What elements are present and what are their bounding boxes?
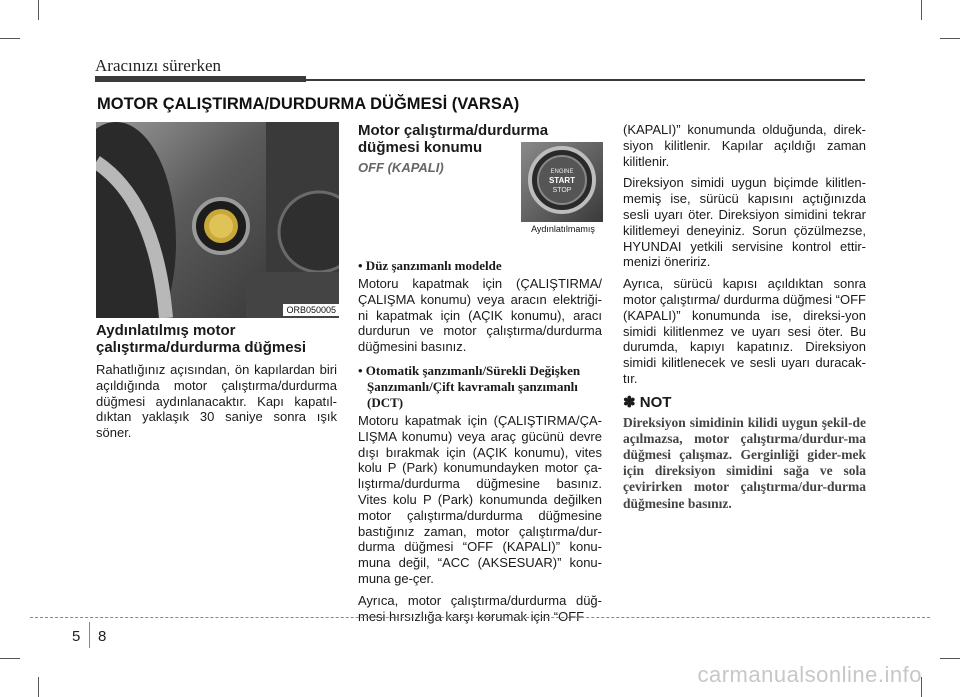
steering-wheel-photo bbox=[96, 122, 339, 318]
button-label: ENGINE bbox=[550, 169, 574, 175]
crop-mark bbox=[940, 38, 960, 39]
paragraph: Ayrıca, motor çalıştırma/durdurma düğ-mesi hırsızlığa karşı korumak için “OFF bbox=[358, 592, 602, 624]
heading-line: Motor çalıştırma/durdurma bbox=[358, 122, 549, 139]
crop-mark bbox=[940, 658, 960, 659]
subheading: OFF (KAPALI) bbox=[358, 160, 444, 175]
note-body: Direksiyon simidinin kilidi uygun şekil-de açılmazsa, motor çalıştırma/durdur-ma düğmesi çalışmaz. Gerginliği gider-mek için direksiyon simidini sağa ve sola çevirirken motor çalıştırma/dur-durma düğmesine basınız. bbox=[623, 414, 866, 511]
page-number-separator bbox=[89, 622, 90, 648]
bullet-heading bbox=[358, 363, 602, 411]
crop-mark bbox=[38, 0, 39, 20]
section-title: MOTOR ÇALIŞTIRMA/DURDURMA DÜĞMESİ (VARSA) bbox=[97, 95, 520, 113]
start-stop-button-illustration bbox=[521, 142, 603, 222]
header-rule bbox=[306, 79, 865, 81]
chapter-number: 5 bbox=[72, 628, 81, 645]
paragraph: Direksiyon simidi uygun biçimde kilitlen-memiş ise, sürücü kapısını açtığınızda sesli uyarı öter. Direksiyon simidini tekrar kilitlemeyi deneyiniz. Sorun çözülmezse, HYUNDAI yetkili servisine kontrol ettir-menizi öneririz. bbox=[623, 175, 866, 270]
heading-line: düğmesi konumu bbox=[358, 139, 483, 156]
footer-rule bbox=[30, 617, 930, 618]
paragraph: Motoru kapatmak için (ÇALIŞTIRMA/ÇA-LIŞMA konumu) veya araç gücünü devre dışı bırakmak için (AÇIK konumu), vites kolu P (Park) konumundayken motor ça-lıştırma/durdurma düğmesine basınız. Vites kolu P (Park) konumunda değilken motor çalıştırma/durdurma düğmesine bastığınız zaman, motor çalıştırma/dur-durma düğmesi “OFF (KAPALI)” konu-muna değil, “ACC (AKSESUAR)” konu-muna ge-çer. bbox=[358, 412, 602, 586]
bullet-line: • Otomatik şanzımanlı/Sürekli Değişken bbox=[358, 362, 581, 378]
paragraph: Rahatlığınız açısından, ön kapılardan biri açıldığında motor çalıştırma/durdurma düğmesi aydınlanacaktır. Kapı kapatıl-dıktan yaklaşık 30 saniye sonra ışık söner. bbox=[96, 362, 337, 441]
steering-wheel-illustration bbox=[96, 122, 339, 318]
bullet-line: (DCT) bbox=[367, 394, 404, 410]
bullet-line: Şanzımanlı/Çift kavramalı şanzımanlı bbox=[367, 378, 578, 394]
figure-caption: ORB050005 bbox=[283, 304, 339, 316]
watermark: carmanualsonline.info bbox=[697, 662, 922, 687]
heading-line: çalıştırma/durdurma düğmesi bbox=[96, 339, 307, 356]
button-label: START bbox=[548, 176, 576, 185]
running-header: Aracınızı sürerken bbox=[95, 56, 222, 75]
note-title: ✽ NOT bbox=[623, 393, 672, 411]
paragraph: (KAPALI)” konumunda olduğunda, direk-siyon kilitlenir. Kapılar açıldığı zaman kilitlenir. bbox=[623, 122, 866, 169]
crop-mark bbox=[921, 0, 922, 20]
header-rule bbox=[95, 76, 306, 82]
crop-mark bbox=[38, 677, 39, 697]
start-button-photo bbox=[521, 142, 603, 222]
heading-line: Aydınlatılmış motor bbox=[96, 322, 236, 339]
right-column bbox=[623, 122, 866, 518]
left-column bbox=[96, 322, 337, 447]
figure-caption: Aydınlatılmamış bbox=[521, 223, 605, 235]
crop-mark bbox=[0, 658, 20, 659]
bullet-heading: • Düz şanzımanlı modelde bbox=[358, 258, 502, 273]
subsection-heading bbox=[96, 322, 337, 356]
page-number: 8 bbox=[98, 628, 107, 645]
middle-column-body bbox=[358, 258, 602, 630]
paragraph: Motoru kapatmak için (ÇALIŞTIRMA/ ÇALIŞMA konumu) veya aracın elektriği-ni kapatmak için (AÇIK konumu), aracı durdurun ve motor çalıştırma/durdurma düğmesini basınız. bbox=[358, 276, 602, 355]
crop-mark bbox=[0, 38, 20, 39]
button-label: STOP bbox=[552, 187, 572, 194]
paragraph: Ayrıca, sürücü kapısı açıldıktan sonra motor çalıştırma/ durdurma düğmesi “OFF (KAPALI)” konumunda ise, direksi-yon simidi kilitlenmez ve uyarı sesi öter. Bu durumda, kapıyı kapatınız. Direksiyon simidi kilitlenecek ve sesli uyarı duracak-tır. bbox=[623, 276, 866, 386]
